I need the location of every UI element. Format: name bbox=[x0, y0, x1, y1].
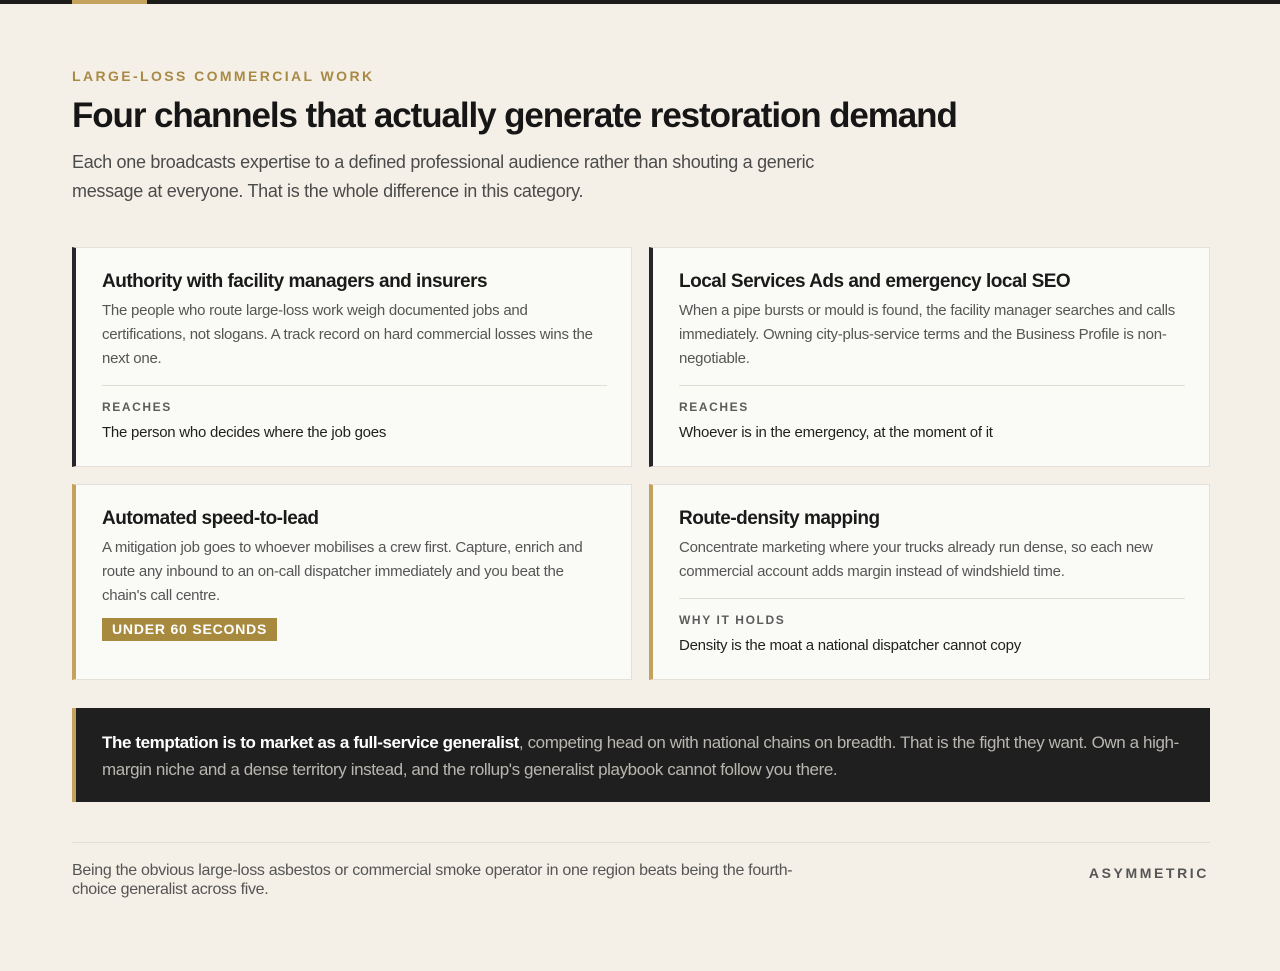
card-local-services bbox=[649, 247, 1210, 467]
card-body: A mitigation job goes to whoever mobilises a crew first. Capture, enrich and route any inbound to an on-call dispatcher immediately and you beat the chain's call centre. bbox=[102, 539, 583, 604]
card-body: Concentrate marketing where your trucks already run dense, so each new commercial account adds margin instead of windshield time. bbox=[679, 539, 1153, 580]
callout-rest: , competing head on with national chains on breadth. That is the fight they want. Own a high-margin niche and a dense territory instead, and the rollup's generalist playbook cannot follow you there. bbox=[102, 733, 1179, 779]
card-speed-to-lead bbox=[72, 484, 632, 680]
card-meta-value: Density is the moat a national dispatcher cannot copy bbox=[679, 637, 1021, 654]
speed-badge: UNDER 60 SECONDS bbox=[102, 618, 277, 641]
card-divider bbox=[679, 598, 1185, 599]
generalist-callout bbox=[72, 708, 1210, 802]
card-meta-label: REACHES bbox=[102, 400, 172, 414]
card-meta-value: The person who decides where the job goes bbox=[102, 424, 387, 441]
page-subtitle: Each one broadcasts expertise to a defined professional audience rather than shouting a generic message at everyone. That is the whole difference in this category. bbox=[72, 152, 815, 201]
card-authority bbox=[72, 247, 632, 467]
footer-divider bbox=[72, 842, 1210, 843]
card-meta-value: Whoever is in the emergency, at the moment of it bbox=[679, 424, 993, 441]
card-title: Automated speed-to-lead bbox=[102, 508, 319, 529]
card-meta-label: REACHES bbox=[679, 400, 749, 414]
card-divider bbox=[102, 385, 607, 386]
card-meta-label: WHY IT HOLDS bbox=[679, 613, 786, 627]
footer-tag: ASYMMETRIC bbox=[1088, 865, 1209, 881]
footer-text: Being the obvious large-loss asbestos or commercial smoke operator in one region beats being the fourth-choice generalist across five. bbox=[72, 862, 793, 898]
top-rule bbox=[0, 0, 1280, 4]
callout-lead: The temptation is to market as a full-service generalist bbox=[102, 733, 519, 752]
card-body: When a pipe bursts or mould is found, the facility manager searches and calls immediately. Owning city-plus-service terms and the Business Profile is non-negotiable. bbox=[679, 302, 1176, 367]
card-body: The people who route large-loss work weigh documented jobs and certifications, not slogans. A track record on hard commercial losses wins the next one. bbox=[102, 302, 593, 367]
eyebrow-label: LARGE-LOSS COMMERCIAL WORK bbox=[72, 68, 375, 84]
page-title: Four channels that actually generate restoration demand bbox=[72, 96, 957, 135]
card-title: Route-density mapping bbox=[679, 508, 880, 529]
top-accent-bar bbox=[72, 0, 147, 4]
card-divider bbox=[679, 385, 1185, 386]
card-title: Local Services Ads and emergency local SEO bbox=[679, 271, 1071, 292]
card-route-density bbox=[649, 484, 1210, 680]
card-title: Authority with facility managers and insurers bbox=[102, 271, 488, 292]
